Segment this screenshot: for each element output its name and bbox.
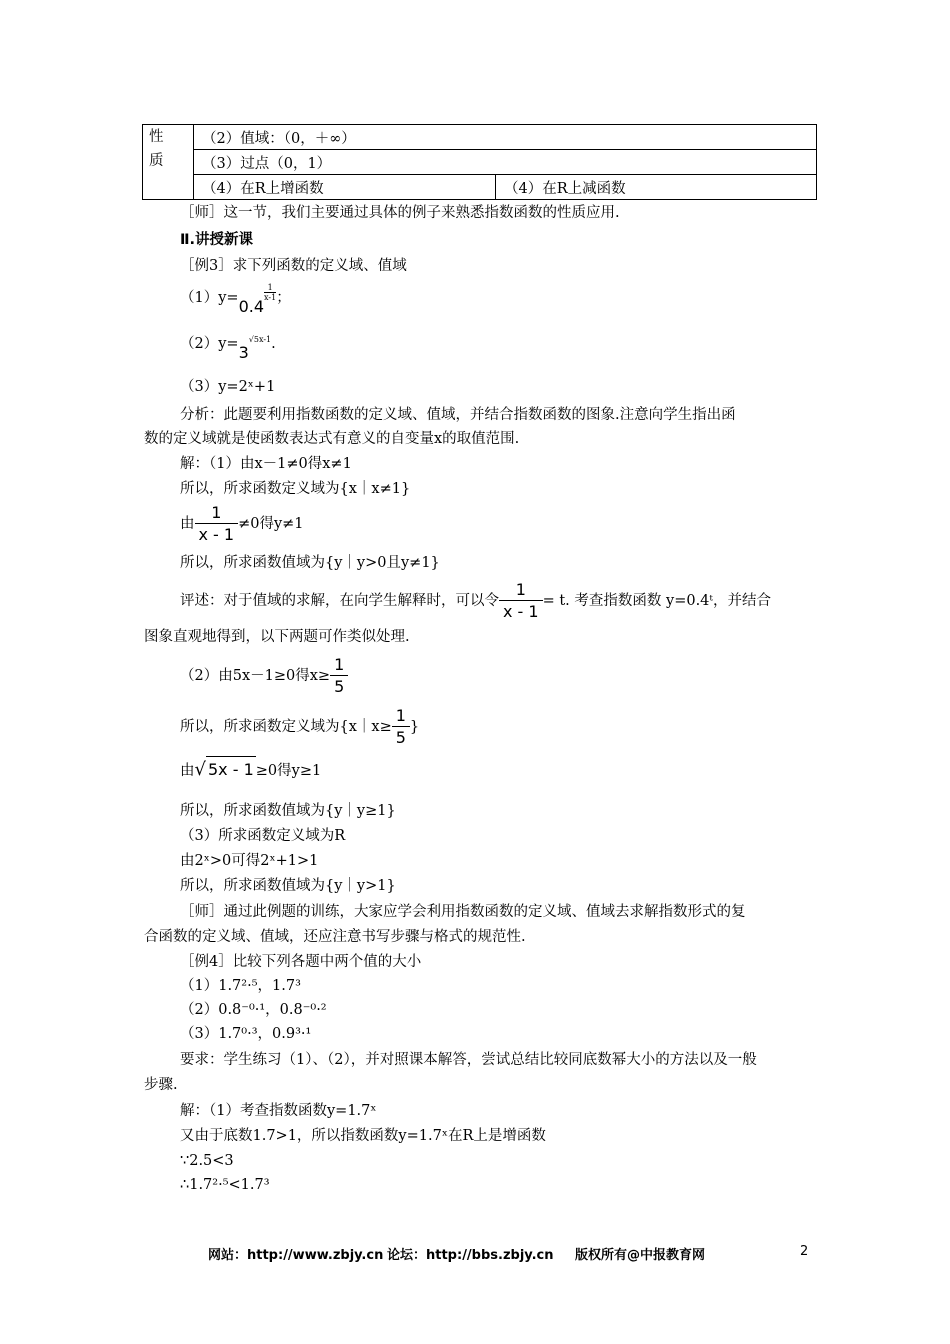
question-1: （1）y=0.4 $\frac{1}{x-1}$； <box>180 283 291 316</box>
solution-line-10: 由2ˣ>0可得2ˣ+1>1 <box>180 853 319 869</box>
table-cell-point: （3）过点（0，1） <box>194 150 817 175</box>
compare-1: （1）1.7²·⁵，1.7³ <box>180 978 301 994</box>
comment-line-1: 评述：对于值域的求解，在向学生解释时，可以令 $\frac{1}{x - 1}$ = t. 考查指数函数 y=0.4ᵗ，并结合 <box>180 579 771 621</box>
solution-line-9: （3）所求函数定义域为R <box>180 828 346 844</box>
solution-line-7: 由√ 5x - 1 ≥0得y≥1 <box>180 756 321 784</box>
question-2: $(2)y=3^{√5x-1}$. <box>180 335 276 362</box>
table-row-label <box>143 125 194 200</box>
label-top: 性 <box>149 129 164 145</box>
analysis-line-1: 分析：此题要利用指数函数的定义域、值域，并结合指数函数的图象.注意向学生指出函 <box>180 407 736 423</box>
label-bottom: 质 <box>149 153 164 169</box>
solution-line-4: 所以，所求函数值域为{y｜y>0且y≠1} <box>180 555 440 571</box>
example4-title: ［例4］比较下列各题中两个值的大小 <box>180 954 422 970</box>
section-heading: Ⅱ.讲授新课 <box>180 232 254 248</box>
requirement-line-2: 步骤. <box>144 1077 178 1093</box>
example3-title: ［例3］求下列函数的定义域、值域 <box>180 258 407 274</box>
teacher-intro: ［师］这一节，我们主要通过具体的例子来熟悉指数函数的性质应用. <box>180 205 620 221</box>
comment-line-2: 图象直观地得到，以下两题可作类似处理. <box>144 629 410 645</box>
solution4-line-4: ∴1.7²·⁵<1.7³ <box>180 1177 270 1193</box>
page-number: 2 <box>800 1244 809 1259</box>
footer-website-link[interactable]: 网站：http://www.zbjy.cn <box>208 1248 384 1263</box>
teacher-summary-1: ［师］通过此例题的训练，大家应学会利用指数函数的定义域、值域去求解指数形式的复 <box>180 904 746 920</box>
solution-line-1: 解：（1）由x－1≠0得x≠1 <box>180 456 352 472</box>
teacher-summary-2: 合函数的定义域、值域，还应注意书写步骤与格式的规范性. <box>144 929 526 945</box>
solution4-line-2: 又由于底数1.7>1，所以指数函数y=1.7ˣ在R上是增函数 <box>180 1128 546 1144</box>
footer-forum-link[interactable]: 论坛：http://bbs.zbjy.cn <box>387 1248 554 1263</box>
solution4-line-3: ∵2.5<3 <box>180 1153 234 1169</box>
table-cell-range: （2）值域：（0，＋∞） <box>194 125 817 150</box>
properties-table <box>142 124 817 200</box>
analysis-line-2: 数的定义域就是使函数表达式有意义的自变量x的取值范围. <box>144 431 520 447</box>
solution-line-8: 所以，所求函数值域为{y｜y≥1} <box>180 803 396 819</box>
table-cell-decreasing: （4）在R上减函数 <box>496 175 817 200</box>
table-cell-increasing: （4）在R上增函数 <box>194 175 496 200</box>
requirement-line-1: 要求：学生练习（1）、（2），并对照课本解答，尝试总结比较同底数幂大小的方法以及一般 <box>180 1052 757 1068</box>
solution-line-6: 所以，所求函数定义域为{x｜x≥ $\frac{1}{5}$ } <box>180 705 420 747</box>
solution-line-3: 由 $\frac{1}{x - 1}$ ≠0得y≠1 <box>180 502 304 544</box>
compare-2: （2）0.8⁻⁰·¹，0.8⁻⁰·² <box>180 1002 327 1018</box>
solution-line-11: 所以，所求函数值域为{y｜y>1} <box>180 878 396 894</box>
solution-line-5: （2）由5x－1≥0得x≥ $\frac{1}{5}$ <box>180 654 348 698</box>
question-3: （3）y=2ˣ+1 <box>180 379 276 395</box>
solution4-line-1: 解：（1）考查指数函数y=1.7ˣ <box>180 1103 377 1119</box>
compare-3: （3）1.7⁰·³，0.9³·¹ <box>180 1026 312 1042</box>
footer-copyright: 版权所有@中报教育网 <box>575 1248 706 1263</box>
solution-line-2: 所以，所求函数定义域为{x｜x≠1} <box>180 481 411 497</box>
